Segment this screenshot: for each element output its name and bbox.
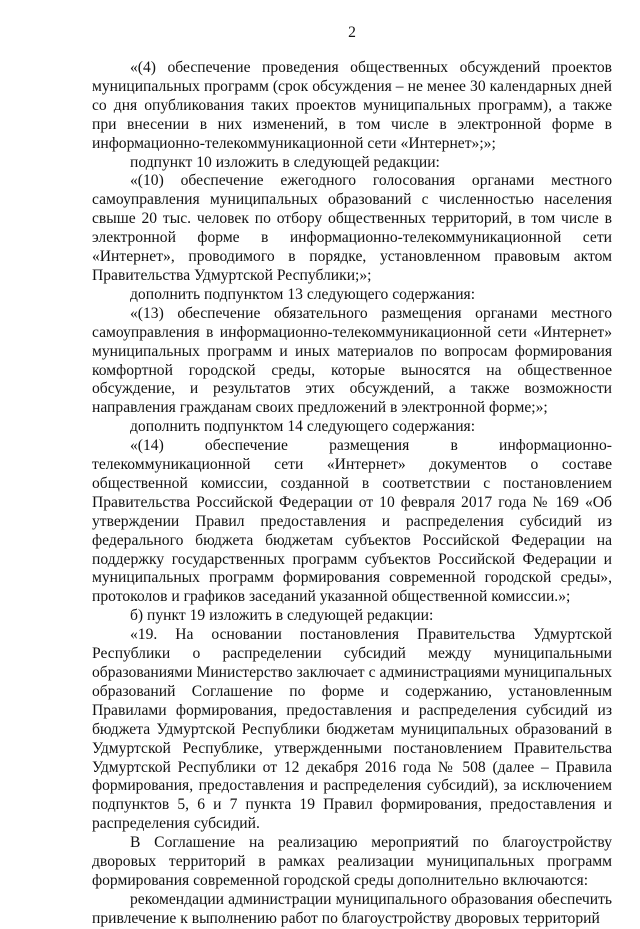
paragraph-recommendations: рекомендации администрации муниципального образования обеспечить привлечение к выполнению работ по благоустройству дворовых территорий xyxy=(92,890,612,927)
paragraph-subitem-4: «(4) обеспечение проведения общественных обсуждений проектов муниципальных программ (срок обсуждения – не менее 30 календарных дней со дня опубликования таких проектов муниципальных программ), а также при внесении в них изменений, в том числе в электронной форме в информационно-телекоммуникационной сети «Интернет»;»; xyxy=(92,59,612,152)
paragraph-agreement: В Соглашение на реализацию мероприятий по благоустройству дворовых территорий в рамках реализации муниципальных программ формирования современной городской среды дополнительно включаются: xyxy=(92,834,612,889)
paragraph-instruction-19: б) пункт 19 изложить в следующей редакции: xyxy=(130,607,434,625)
paragraph-instruction-14: дополнить подпунктом 14 следующего содержания: xyxy=(130,418,476,436)
document-page xyxy=(92,24,612,929)
paragraph-subitem-13: «(13) обеспечение обязательного размещения органами местного самоуправления в информационно-телекоммуникационной сети «Интернет» муниципальных программ и иных материалов по вопросам формирования комфортной городской среды, которые выносятся на общественное обсуждение, и результатов этих обсуждений, а также возможности направления гражданам своих предложений в электронной форме;»; xyxy=(92,304,612,417)
paragraph-instruction-13: дополнить подпунктом 13 следующего содержания: xyxy=(130,285,476,303)
paragraph-subitem-14: «(14) обеспечение размещения в информационно-телекоммуникационной сети «Интернет» документов о составе общественной комиссии, созданной в соответствии с постановлением Правительства Российской Федерации от 10 февраля 2017 года № 169 «Об утверждении Правил предоставления и распределения субсидий из федерального бюджета бюджетам субъектов Российской Федерации на поддержку государственных программ субъектов Российской Федерации и муниципальных программ формирования современной городской среды», протоколов и графиков заседаний указанной общественной комиссии.»; xyxy=(92,437,612,606)
paragraph-item-19: «19. На основании постановления Правительства Удмуртской Республики о распределении субсидий между муниципальными образованиями Министерство заключает с администрациями муниципальных образований Соглашение по форме и содержанию, установленным Правилами формирования, предоставления и распределения субсидий из бюджета Удмуртской Республики бюджетам муниципальных образований в Удмуртской Республике, утвержденными постановлением Правительства Удмуртской Республики от 12 декабря 2016 года № 508 (далее – Правила формирования, предоставления и распределения субсидий), за исключением подпунктов 5, 6 и 7 пункта 19 Правил формирования, предоставления и распределения субсидий. xyxy=(92,626,612,833)
paragraph-instruction-10: подпункт 10 изложить в следующей редакции: xyxy=(130,153,440,171)
paragraph-subitem-10: «(10) обеспечение ежегодного голосования органами местного самоуправления муниципальных образований с численностью населения свыше 20 тыс. человек по отбору общественных территорий, в том числе в электронной форме в информационно-телекоммуникационной сети «Интернет», проводимого в порядке, установленном правовым актом Правительства Удмуртской Республики;»; xyxy=(92,172,612,284)
page-number: 2 xyxy=(348,24,356,41)
